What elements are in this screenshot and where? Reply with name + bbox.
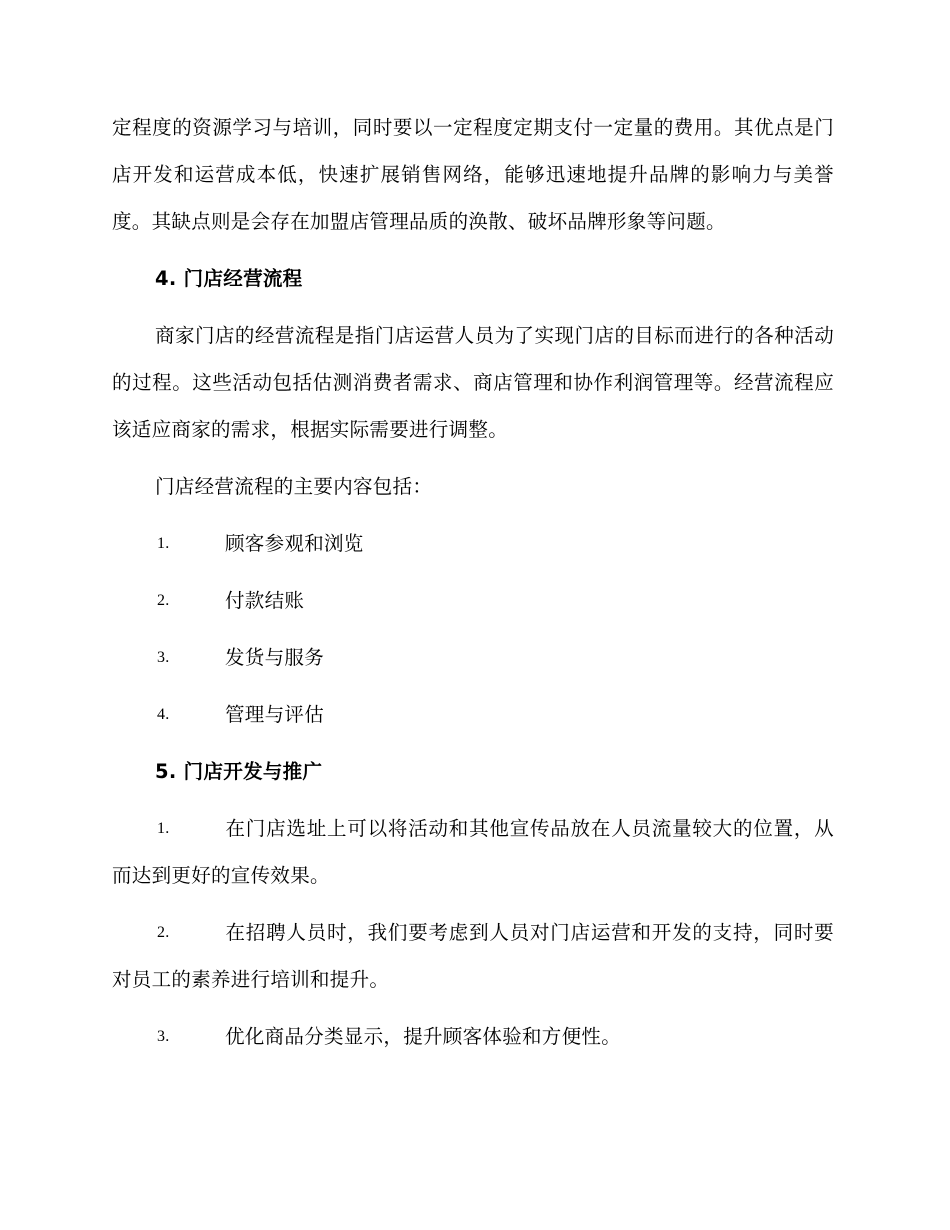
list-item: [112, 577, 834, 624]
list-item-text: 在门店选址上可以将活动和其他宣传品放在人员流量较大的位置，从而达到更好的宣传效果。: [112, 817, 834, 887]
list-item-number: 4.: [157, 706, 170, 723]
list-item-number: 1.: [157, 820, 170, 837]
list-item: [112, 1013, 834, 1060]
franchise-paragraph: 定程度的资源学习与培训，同时要以一定程度定期支付一定量的费用。其优点是门店开发和运营成本低，快速扩展销售网络，能够迅速地提升品牌的影响力与美誉度。其缺点则是会存在加盟店管理品质的涣散、破坏品牌形象等问题。: [112, 116, 834, 233]
list-item-text: 顾客参观和浏览: [225, 532, 364, 555]
list-item-number: 1.: [157, 535, 170, 552]
list-item-text: 在招聘人员时，我们要考虑到人员对门店运营和开发的支持，同时要对员工的素养进行培训和提升。: [112, 921, 834, 991]
list-item-text: 管理与评估: [225, 703, 325, 726]
section-heading-store-development-promotion: 5. 门店开发与推广: [155, 760, 323, 783]
document-page: [112, 104, 834, 1070]
section-heading-store-operation-process: 4. 门店经营流程: [155, 267, 303, 290]
list-item: [112, 691, 834, 738]
list-item-number: 3.: [157, 1028, 170, 1045]
list-item-text: 付款结账: [225, 589, 305, 612]
operation-process-paragraph: 商家门店的经营流程是指门店运营人员为了实现门店的目标而进行的各种活动的过程。这些活动包括估测消费者需求、商店管理和协作利润管理等。经营流程应该适应商家的需求，根据实际需要进行调整。: [112, 324, 834, 441]
promotion-list: [112, 805, 834, 1060]
list-item-number: 3.: [157, 649, 170, 666]
operation-process-list: [112, 520, 834, 738]
list-item: [112, 805, 834, 899]
list-item-number: 2.: [157, 924, 170, 941]
list-item-number: 2.: [157, 592, 170, 609]
list-item-text: 发货与服务: [225, 646, 325, 669]
list-item: [112, 634, 834, 681]
list-item-text: 优化商品分类显示，提升顾客体验和方便性。: [225, 1025, 622, 1048]
list-item: [112, 909, 834, 1003]
operation-content-intro: 门店经营流程的主要内容包括：: [155, 475, 433, 498]
list-item: [112, 520, 834, 567]
